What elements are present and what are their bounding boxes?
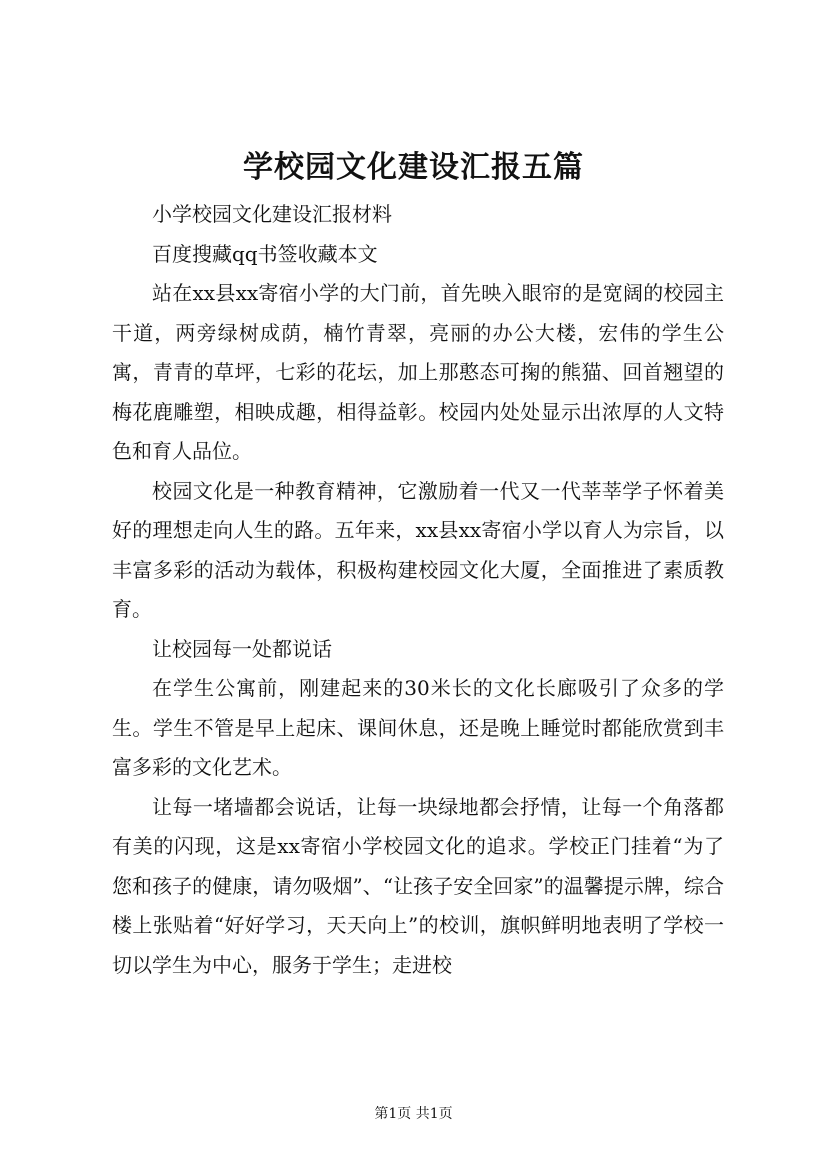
paragraph: 让每一堵墙都会说话，让每一块绿地都会抒情，让每一个角落都有美的闪现，这是xx寄宿小学校园文化的追求。学校正门挂着“为了您和孩子的健康，请勿吸烟”、“让孩子安全回家”的温馨提示牌，综合楼上张贴着“好好学习，天天向上”的校训，旗帜鲜明地表明了学校一切以学生为中心，服务于学生；走进校 <box>112 794 724 977</box>
paragraph: 校园文化是一种教育精神，它激励着一代又一代莘莘学子怀着美好的理想走向人生的路。五年来，xx县xx寄宿小学以育人为宗旨，以丰富多彩的活动为载体，积极构建校园文化大厦，全面推进了素质教育。 <box>112 478 724 621</box>
document-body <box>112 195 724 985</box>
paragraph: 站在xx县xx寄宿小学的大门前，首先映入眼帘的是宽阔的校园主干道，两旁绿树成荫，楠竹青翠，亮丽的办公大楼，宏伟的学生公寓，青青的草坪，七彩的花坛，加上那憨态可掬的熊猫、回首翘望的梅花鹿雕塑，相映成趣，相得益彰。校园内处处显示出浓厚的人文特色和育人品位。 <box>112 281 724 463</box>
paragraph-bookmark-note: 百度搜藏qq书签收藏本文 <box>152 241 378 266</box>
section-heading: 让校园每一处都说话 <box>152 636 332 661</box>
paragraph-heading: 小学校园文化建设汇报材料 <box>152 202 392 226</box>
paragraph: 在学生公寓前，刚建起来的30米长的文化长廊吸引了众多的学生。学生不管是早上起床、课间休息，还是晚上睡觉时都能欣赏到丰富多彩的文化艺术。 <box>112 676 724 779</box>
page-number: 第1页 共1页 <box>374 1106 453 1122</box>
document-title: 学校园文化建设汇报五篇 <box>243 150 584 185</box>
